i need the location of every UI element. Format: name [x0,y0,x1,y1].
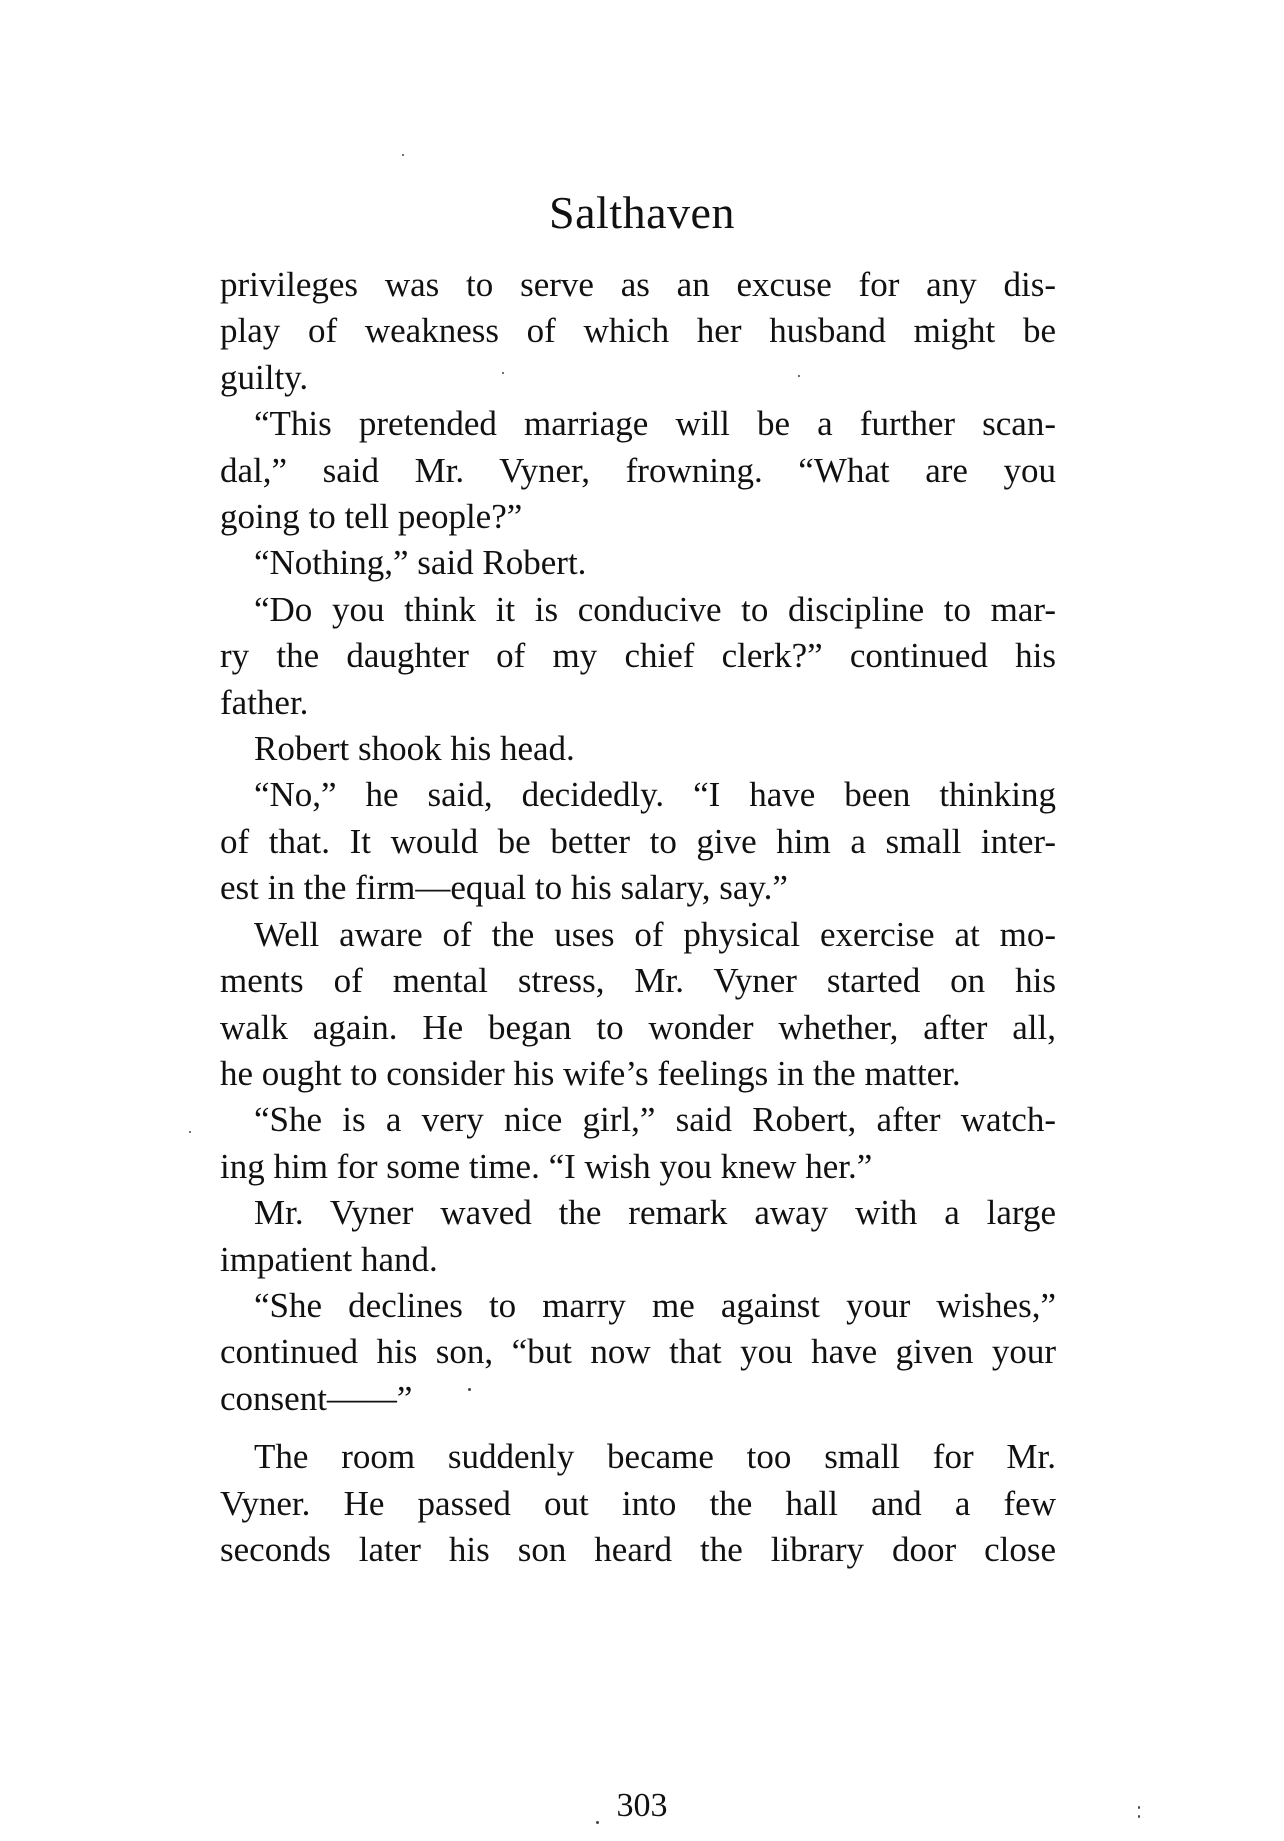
scan-speck [468,1388,471,1391]
text-line: seconds later his son heard the library door close [220,1529,1056,1569]
scan-speck [1138,1815,1140,1818]
text-line: going to tell people?” [220,497,523,537]
scan-speck [1138,1806,1140,1809]
text-line: “No,” he said, decidedly. “I have been thinking [254,775,1056,815]
text-line: “She declines to marry me against your wishes,” [254,1285,1056,1325]
text-line: Mr. Vyner waved the remark away with a large [254,1193,1056,1233]
text-line: dal,” said Mr. Vyner, frowning. “What are you [220,450,1056,490]
text-line: ing him for some time. “I wish you knew her.” [220,1146,873,1186]
text-line: Well aware of the uses of physical exercise at mo- [254,914,1056,954]
scan-speck [798,375,800,377]
text-line: he ought to consider his wife’s feelings in the matter. [220,1053,961,1093]
text-line: privileges was to serve as an excuse for any dis- [220,265,1056,304]
scan-speck [402,154,404,156]
text-line: ments of mental stress, Mr. Vyner started on his [220,961,1056,1001]
scan-speck [189,1131,191,1133]
text-line: walk again. He began to wonder whether, after all, [220,1007,1056,1047]
running-head: Salthaven [549,187,735,238]
text-line: Robert shook his head. [254,729,575,769]
text-line: consent——” [220,1378,413,1418]
scan-speck [596,1821,599,1824]
text-line: Vyner. He passed out into the hall and a few [220,1483,1056,1523]
text-line: The room suddenly became too small for Mr. [254,1437,1056,1477]
text-line: “Nothing,” said Robert. [254,543,587,583]
text-line: impatient hand. [220,1239,438,1279]
text-line: ry the daughter of my chief clerk?” continued his [220,636,1056,676]
text-line: father. [220,682,309,722]
page-number: 303 [616,1787,668,1824]
text-line: of that. It would be better to give him a small inter- [220,821,1056,861]
text-line: “She is a very nice girl,” said Robert, after watch- [254,1100,1056,1140]
text-line: “This pretended marriage will be a further scan- [254,404,1056,444]
scan-speck [502,372,504,374]
text-line: guilty. [220,357,309,397]
text-line: play of weakness of which her husband might be [220,311,1056,351]
text-line: continued his son, “but now that you have given your [220,1332,1056,1372]
text-line: est in the firm—equal to his salary, say.” [220,868,788,908]
body-text [220,262,1056,1573]
text-line: “Do you think it is conducive to discipline to mar- [254,589,1056,629]
